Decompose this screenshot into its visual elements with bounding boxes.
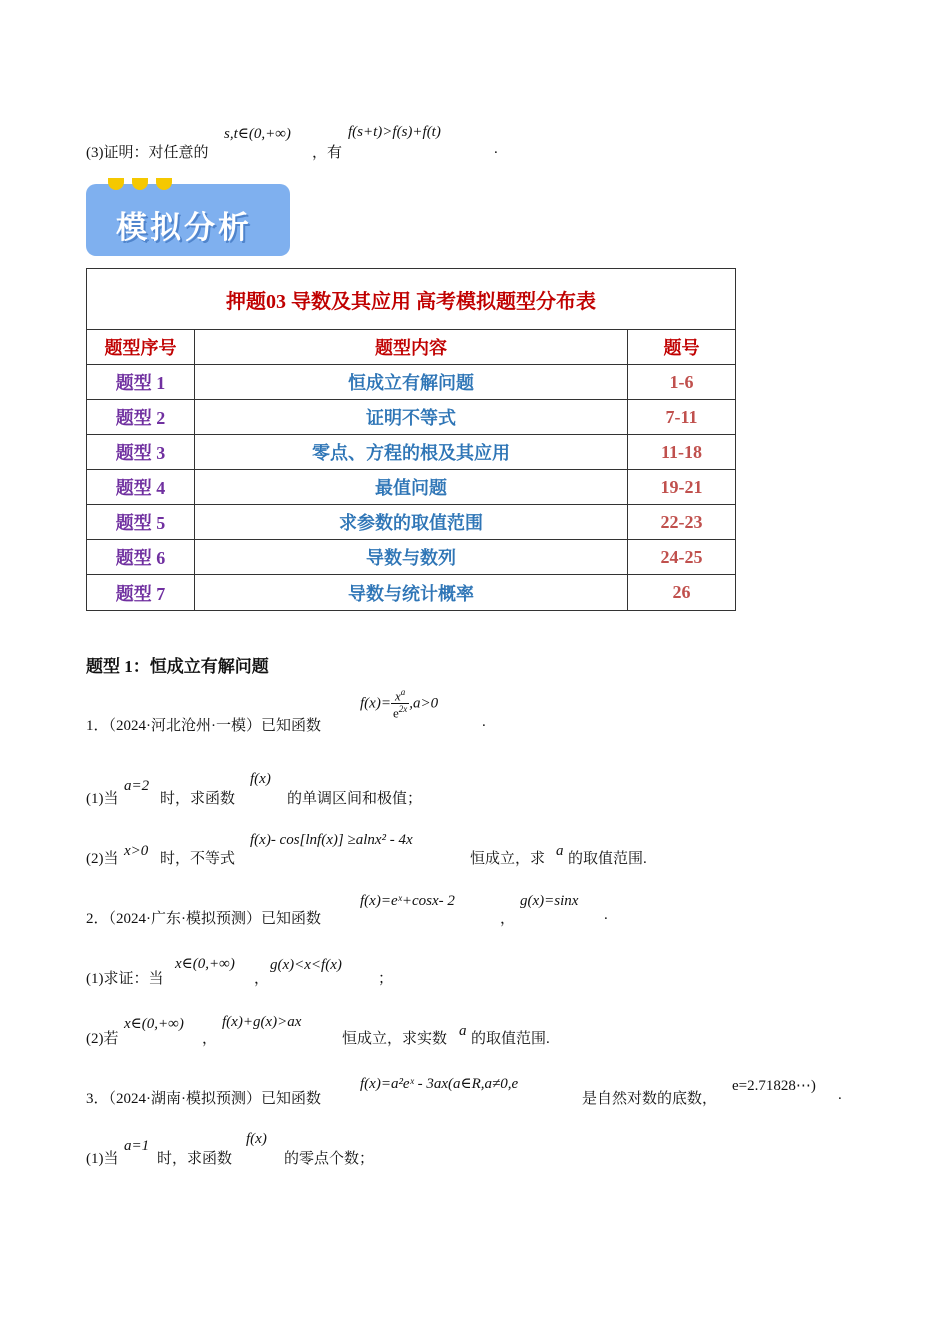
type-content: 零点、方程的根及其应用 [195, 435, 628, 470]
table-row [87, 365, 736, 400]
q1-part1-condition: a=2 [124, 778, 150, 794]
q3-part1-condition: a=1 [124, 1138, 150, 1154]
q2-part2-end: 恒成立，求实数 [342, 1031, 448, 1047]
q1-end: . [482, 714, 486, 730]
table-row [87, 505, 736, 540]
q2-part1-end: ； [378, 971, 394, 987]
q2-part1-prefix: (1)求证：当 [86, 971, 164, 987]
q2-part1-inequality: g(x)<x<f(x) [270, 957, 342, 973]
q2-part2-tail: 的取值范围. [471, 1031, 550, 1047]
q3-part1-end: 的零点个数； [284, 1151, 375, 1167]
q1-condition: ,a>0 [409, 695, 439, 712]
q3-part1-prefix: (1)当 [86, 1151, 119, 1167]
q2-part2-prefix: (2)若 [86, 1031, 119, 1047]
q2-stem: 2．（2024·广东·模拟预测）已知函数 [86, 911, 321, 927]
q1-part2-param: a [556, 843, 564, 859]
q1-numerator: x [394, 688, 401, 704]
proof-3-mid: ，有 [312, 145, 343, 161]
q1-part2-inequality: f(x)- cos[lnf(x)] ≥alnx² - 4x [250, 832, 413, 848]
type-range: 19-21 [628, 470, 736, 505]
q1-denominator: e [392, 705, 399, 721]
type-range: 24-25 [628, 540, 736, 575]
type-content: 恒成立有解问题 [195, 365, 628, 400]
q1-fraction [391, 688, 409, 720]
type-label: 题型 3 [87, 435, 195, 470]
q1-part2-mid: 时，不等式 [160, 851, 236, 867]
q2-part1-mid: ， [254, 971, 270, 987]
q1-part2-prefix: (2)当 [86, 851, 119, 867]
header-type-no: 题型序号 [87, 330, 195, 365]
q1-function-lhs: f(x)= [360, 695, 391, 712]
q2-part2-mid: ， [202, 1031, 218, 1047]
q1-part1-end: 的单调区间和极值； [287, 791, 423, 807]
type-range: 7-11 [628, 400, 736, 435]
table-row [87, 400, 736, 435]
q3-stem: 3．（2024·湖南·模拟预测）已知函数 [86, 1091, 321, 1107]
q2-part2-inequality: f(x)+g(x)>ax [222, 1014, 302, 1030]
proof-3-inequality: f(s+t)>f(s)+f(t) [348, 124, 441, 140]
type-label: 题型 6 [87, 540, 195, 575]
type-label: 题型 1 [87, 365, 195, 400]
q2-part2-param: a [459, 1023, 467, 1039]
decor-dot [132, 178, 148, 190]
header-type-content: 题型内容 [195, 330, 628, 365]
type-content: 导数与统计概率 [195, 575, 628, 611]
q1-part2-tail: 的取值范围. [568, 851, 647, 867]
q2-part2-condition: x∈(0,+∞) [124, 1016, 184, 1032]
table-title: 押题03 导数及其应用 高考模拟题型分布表 [87, 269, 736, 330]
section-banner [86, 184, 290, 256]
proof-3-prefix: (3)证明：对任意的 [86, 145, 209, 161]
q3-part1-mid: 时，求函数 [157, 1151, 233, 1167]
q3-f-definition: f(x)=a²eˣ - 3ax(a∈R,a≠0,e [360, 1076, 519, 1092]
q1-part1-prefix: (1)当 [86, 791, 119, 807]
type-range: 26 [628, 575, 736, 611]
q1-numerator-exp: a [400, 687, 406, 697]
q3-e-value: e=2.71828⋯) [732, 1078, 816, 1094]
q1-function [360, 688, 438, 720]
type-label: 题型 5 [87, 505, 195, 540]
section-title: 题型 1：恒成立有解问题 [86, 657, 269, 676]
question-type-table [86, 268, 736, 611]
type-content: 导数与数列 [195, 540, 628, 575]
table-row [87, 540, 736, 575]
q2-f-definition: f(x)=eˣ+cosx- 2 [360, 893, 455, 909]
proof-3-end: . [494, 141, 498, 157]
q3-mid: 是自然对数的底数， [582, 1091, 718, 1107]
q1-stem: 1．（2024·河北沧州·一模）已知函数 [86, 718, 321, 734]
table-row [87, 575, 736, 611]
q2-g-definition: g(x)=sinx [520, 893, 579, 909]
type-label: 题型 4 [87, 470, 195, 505]
type-content: 证明不等式 [195, 400, 628, 435]
q1-part2-end: 恒成立，求 [470, 851, 546, 867]
type-label: 题型 7 [87, 575, 195, 611]
table-row [87, 435, 736, 470]
q1-part1-mid: 时，求函数 [160, 791, 236, 807]
q3-end: . [838, 1087, 842, 1103]
decor-dot [156, 178, 172, 190]
table-row [87, 470, 736, 505]
q1-denominator-exp: 2x [398, 704, 408, 715]
type-range: 11-18 [628, 435, 736, 470]
proof-3-set: s,t∈(0,+∞) [224, 126, 291, 142]
decor-dot [108, 178, 124, 190]
type-content: 求参数的取值范围 [195, 505, 628, 540]
header-question-no: 题号 [628, 330, 736, 365]
banner-title: 模拟分析 [116, 210, 252, 246]
q2-end: . [604, 907, 608, 923]
type-range: 1-6 [628, 365, 736, 400]
q1-part1-function: f(x) [250, 771, 271, 787]
q1-part2-condition: x>0 [124, 843, 149, 859]
type-content: 最值问题 [195, 470, 628, 505]
q3-part1-function: f(x) [246, 1131, 267, 1147]
q2-part1-condition: x∈(0,+∞) [175, 956, 235, 972]
type-range: 22-23 [628, 505, 736, 540]
q2-comma: ， [500, 911, 516, 927]
type-label: 题型 2 [87, 400, 195, 435]
